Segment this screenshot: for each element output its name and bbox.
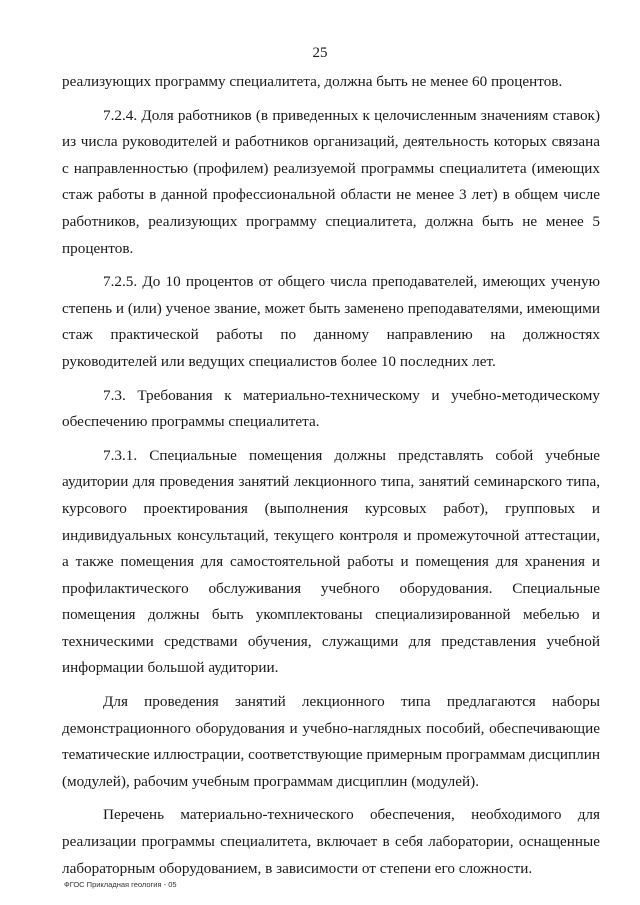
page-number: 25	[312, 45, 328, 61]
document-body	[62, 69, 600, 889]
paragraph-continuation: реализующих программу специалитета, должна быть не менее 60 процентов.	[62, 73, 563, 90]
document-footer: ФГОС Прикладная геология - 05	[64, 880, 177, 889]
paragraph-7-3-1: 7.3.1. Специальные помещения должны представлять собой учебные аудитории для проведения занятий лекционного типа, занятий семинарского типа, курсового проектирования (выполнения курсовых работ), групповых и индивидуальных консультаций, текущего контроля и промежуточной аттестации, а также помещения для самостоятельной работы и помещения для хранения и профилактического обслуживания учебного оборудования. Специальные помещения должны быть укомплектованы специализированной мебелью и техническими средствами обучения, служащими для представления учебной информации большой аудитории.	[62, 446, 600, 677]
paragraph-laboratories: Перечень материально-технического обеспечения, необходимого для реализации программы специалитета, включает в себя лаборатории, оснащенные лабораторным оборудованием, в зависимости от степени его сложности.	[62, 806, 600, 877]
paragraph-7-2-4: 7.2.4. Доля работников (в приведенных к целочисленным значениям ставок) из числа руководителей и работников организаций, деятельность которых связана с направленностью (профилем) реализуемой программы специалитета (имеющих стаж работы в данной профессиональной области не менее 3 лет) в общем числе работников, реализующих программу специалитета, должна быть не менее 5 процентов.	[62, 106, 600, 257]
paragraph-7-2-5: 7.2.5. До 10 процентов от общего числа преподавателей, имеющих ученую степень и (или) ученое звание, может быть заменено преподавателями, имеющими стаж практической работы по данному направлению на должностях руководителей или ведущих специалистов более 10 последних лет.	[62, 273, 600, 370]
paragraph-7-3: 7.3. Требования к материально-техническому и учебно-методическому обеспечению программы специалитета.	[62, 386, 600, 431]
paragraph-lecture-equipment: Для проведения занятий лекционного типа предлагаются наборы демонстрационного оборудования и учебно-наглядных пособий, обеспечивающие тематические иллюстрации, соответствующие примерным программам дисциплин (модулей), рабочим учебным программам дисциплин (модулей).	[62, 693, 600, 790]
